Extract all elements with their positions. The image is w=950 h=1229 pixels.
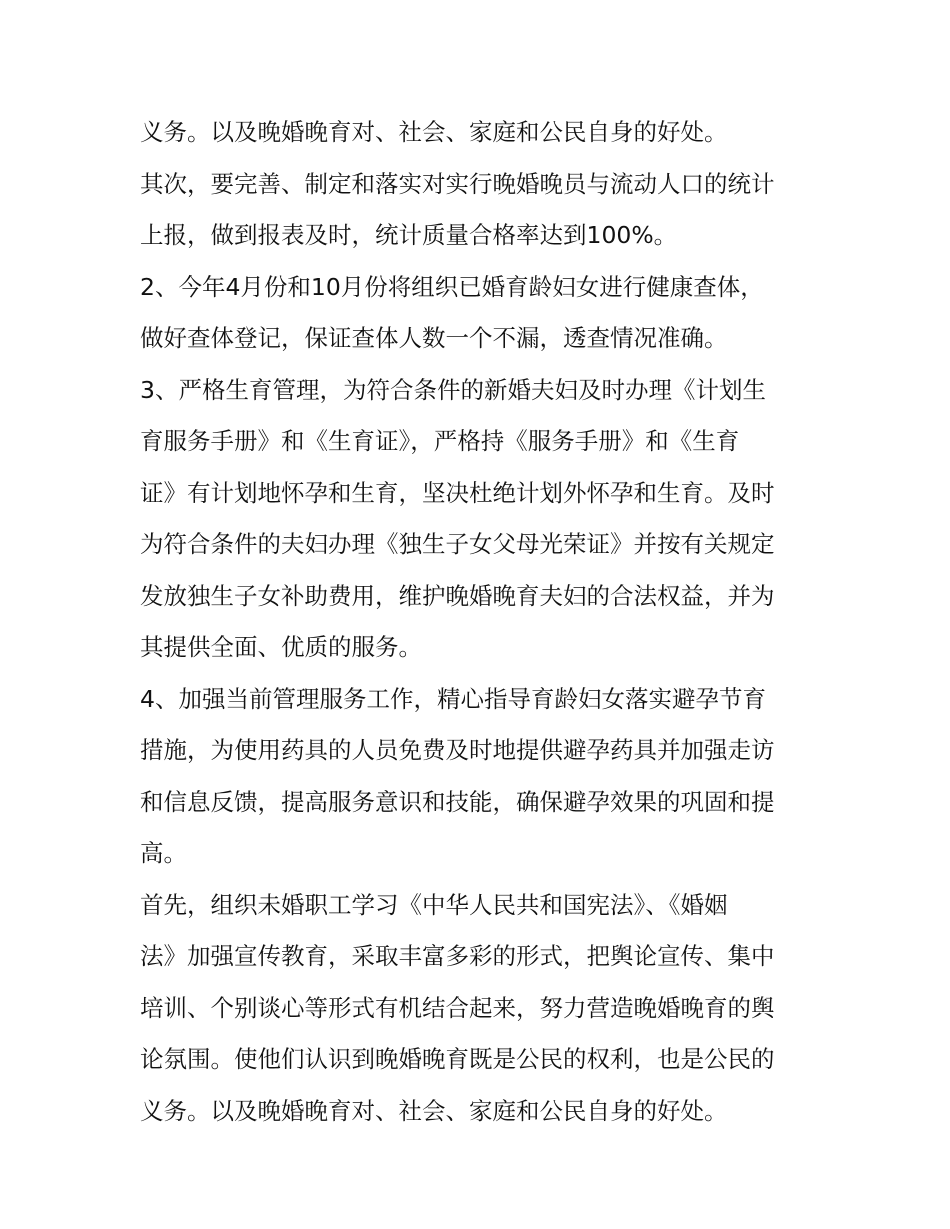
- text-line: 其提供全面、优质的服务。: [140, 633, 422, 661]
- text-line: 论氛围。使他们认识到晚婚晚育既是公民的权利，也是公民的: [140, 1045, 775, 1073]
- text-line: 培训、个别谈心等形式有机结合起来，努力营造晚婚晚育的舆: [140, 993, 775, 1022]
- text-line: 育服务手册》和《生育证》，严格持《服务手册》和《生育: [140, 427, 740, 455]
- text-line: 措施，为使用药具的人员免费及时地提供避孕药具并加强走访: [140, 736, 775, 764]
- text-line: 4、加强当前管理服务工作，精心指导育龄妇女落实避孕节育: [140, 684, 766, 713]
- text-line: 义务。以及晚婚晚育对、社会、家庭和公民自身的好处。: [140, 118, 728, 146]
- text-line: 证》有计划地怀孕和生育，坚决杜绝计划外怀孕和生育。及时: [140, 478, 775, 507]
- text-line: 3、严格生育管理，为符合条件的新婚夫妇及时办理《计划生: [140, 375, 766, 404]
- text-line: 2、今年4月份和10月份将组织已婚育龄妇女进行健康查体，: [140, 272, 764, 301]
- text-line: 法》加强宣传教育，采取丰富多彩的形式，把舆论宣传、集中: [140, 942, 775, 970]
- text-line: 其次，要完善、制定和落实对实行晚婚晚员与流动人口的统计: [140, 169, 775, 198]
- text-line: 高。: [140, 839, 187, 867]
- document-body: [140, 107, 815, 1137]
- text-line: 发放独生子女补助费用，维护晚婚晚育夫妇的合法权益，并为: [140, 581, 775, 610]
- text-line: 上报，做到报表及时，统计质量合格率达到100%。: [140, 221, 678, 249]
- text-line: 义务。以及晚婚晚育对、社会、家庭和公民自身的好处。: [140, 1096, 728, 1125]
- text-line: 和信息反馈，提高服务意识和技能，确保避孕效果的巩固和提: [140, 787, 775, 816]
- text-line: 为符合条件的夫妇办理《独生子女父母光荣证》并按有关规定: [140, 530, 775, 558]
- text-line: 首先，组织未婚职工学习《中华人民共和国宪法》、《婚姻: [140, 890, 728, 919]
- text-line: 做好查体登记，保证查体人数一个不漏，透查情况准确。: [140, 324, 728, 352]
